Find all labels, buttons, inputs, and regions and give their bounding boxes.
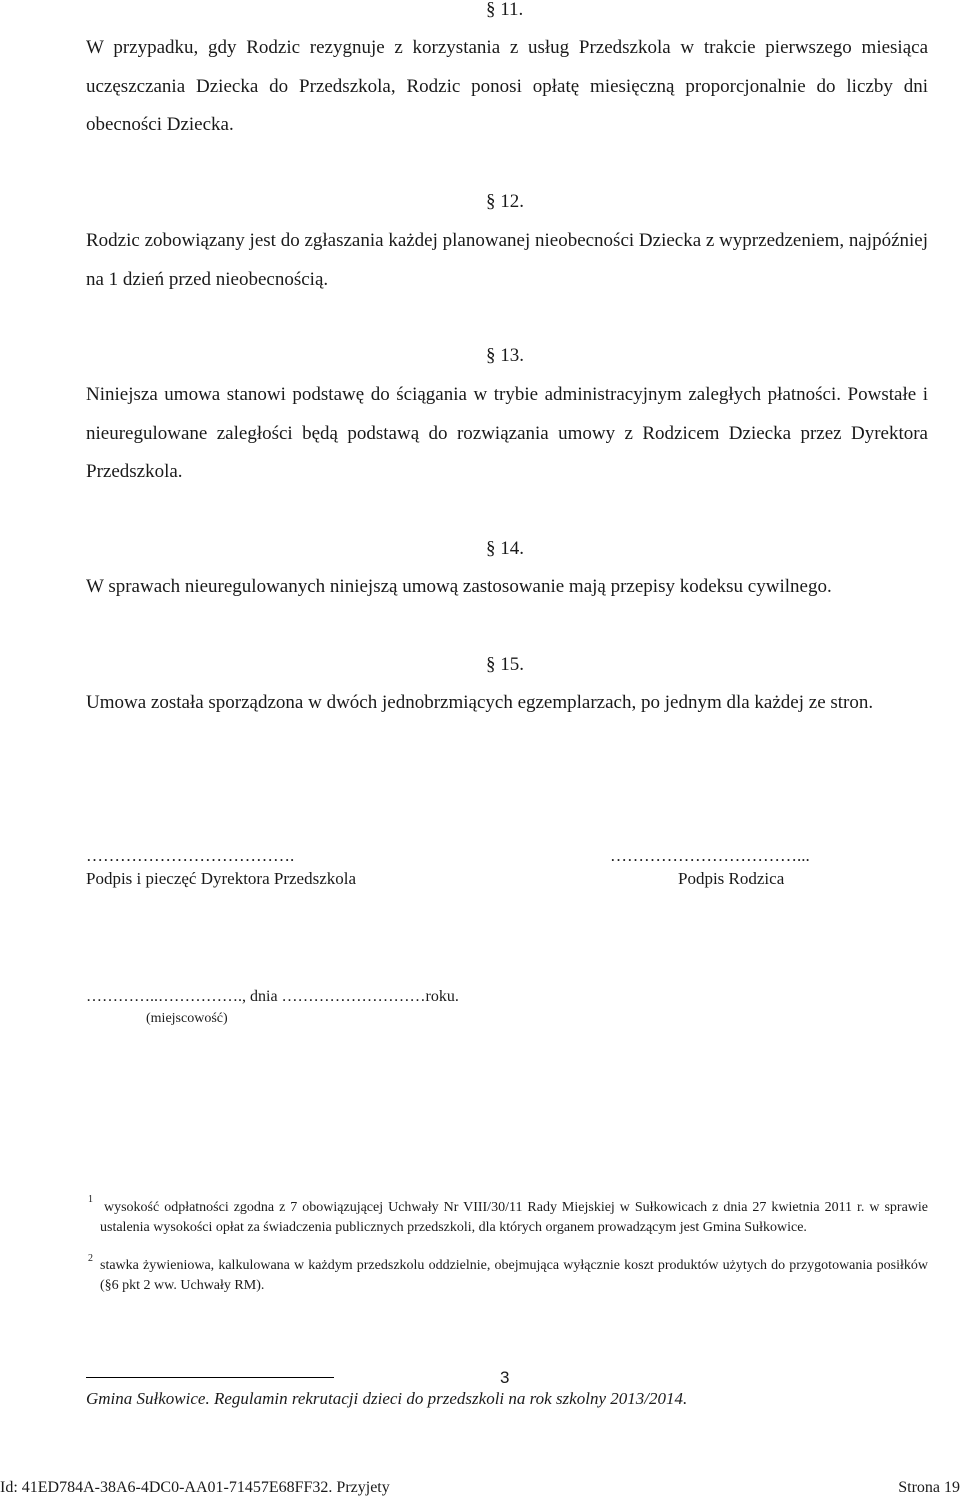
section-15-text: Umowa została sporządzona w dwóch jednobrzmiących egzemplarzach, po jednym dla każdej ze stron. [86,692,874,713]
page-number: 3 [500,1368,510,1387]
document-id: Id: 41ED784A-38A6-4DC0-AA01-71457E68FF32. Przyjety [0,1479,390,1496]
section-13-text: Niniejsza umowa stanowi podstawę do ściągania w trybie administracyjnym zaległych płatności. Powstałe i nieuregulowane zaległości będą podstawą do rozwiązania umowy z Rodzicem Dziecka przez Dyrektora Przedszkola. [86,384,928,482]
footer-rule [86,1377,334,1378]
footnote-2-text: stawka żywieniowa, kalkulowana w każdym przedszkolu oddzielnie, obejmująca wyłącznie koszt produktów użytych do przygotowania posiłków (§6 pkt 2 ww. Uchwały RM). [100,1258,928,1293]
section-15-heading: § 15. [486,654,524,675]
section-11-text: W przypadku, gdy Rodzic rezygnuje z korzystania z usług Przedszkola w trakcie pierwszego miesiąca uczęszczania Dziecka do Przedszkola, Rodzic ponosi opłatę miesięczną proporcjonalnie do liczby dni obecności Dziecka. [86,37,928,135]
section-14-text: W sprawach nieuregulowanych niniejszą umową zastosowanie mają przepisy kodeksu cywilnego. [86,576,832,597]
parent-signature-label: Podpis Rodzica [678,869,785,888]
section-12-heading: § 12. [486,191,524,212]
footer-title: Gmina Sułkowice. Regulamin rekrutacji dzieci do przedszkoli na rok szkolny 2013/2014. [86,1389,688,1408]
footnote-1-text: wysokość odpłatności zgodna z 7 obowiązującej Uchwały Nr VIII/30/11 Rady Miejskiej w Sułkowicach z dnia 27 kwietnia 2011 r. w sprawie ustalenia wysokości opłat za świadczenia publicznych przedszkoli, dla których organem prowadzącym jest Gmina Sułkowice. [100,1200,928,1235]
section-11-heading: § 11. [486,0,524,20]
footnote-1-number: 1 [88,1194,93,1205]
director-signature-line: ………………………………. [86,846,295,865]
director-signature-label: Podpis i pieczęć Dyrektora Przedszkola [86,869,357,888]
section-14-heading: § 14. [486,538,524,559]
section-12-text: Rodzic zobowiązany jest do zgłaszania każdej planowanej nieobecności Dziecka z wyprzedzeniem, najpóźniej na 1 dzień przed nieobecnością. [86,230,928,290]
footnote-2-number: 2 [88,1253,93,1264]
parent-signature-line: ……………………………... [610,846,810,865]
place-date-line: …………..……………., dnia ………………………roku. [86,988,459,1005]
page-label: Strona 19 [898,1479,960,1496]
place-label: (miejscowość) [146,1011,228,1026]
section-13-heading: § 13. [486,345,524,366]
